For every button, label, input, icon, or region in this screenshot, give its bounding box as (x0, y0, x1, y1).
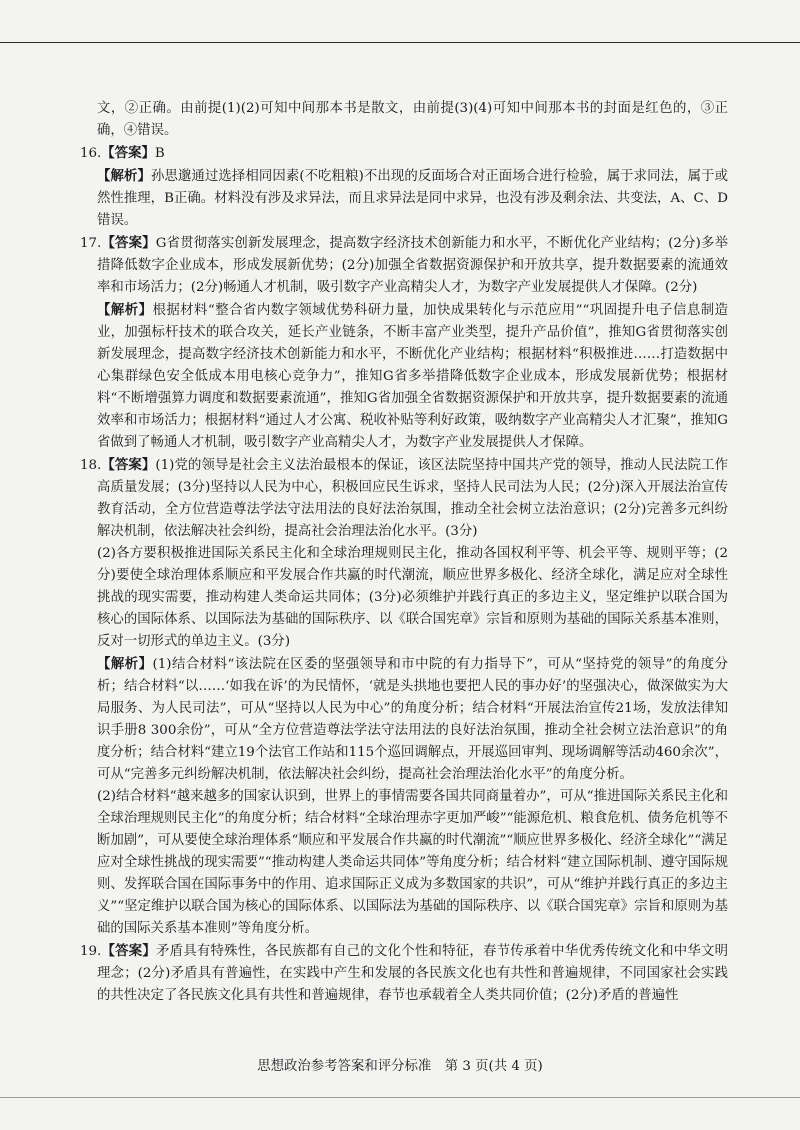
q16-analysis (80, 165, 728, 232)
q18-analysis-1-text: (1)结合材料“该法院在区委的坚强领导和市中院的有力指导下”，可从“坚持党的领导”的角度分析；结合材料“以……‘如我在诉’的为民情怀，‘就是头拱地也要把人民的事办好’的坚强决心，做深做实为大局服务、为人民司法”，可从“坚持以人民为中心”的角度分析；结合材料“开展法治宣传21场，发放法律知识手册8 300余份”，可从“全方位营造尊法学法守法用法的良好法治氛围，推动全社会树立法治意识”的角度分析；结合材料“建立19个法官工作站和115个巡回调解点，开展巡回审判、现场调解等活动460余次”，可从“完善多元纠纷解决机制，依法解决社会纠纷，提高社会治理法治化水平”的角度分析。 (97, 657, 728, 782)
q19-number: 19. (80, 944, 102, 959)
q16-answer (80, 142, 728, 165)
q17-analysis-text: 根据材料“整合省内数字领域优势科研力量，加快成果转化与示范应用”“巩固提升电子信息制造业，加强标杆技术的联合攻关，延长产业链条，不断丰富产业类型，提升产品价值”，推知G省贯彻落实创新发展理念，提高数字经济技术创新能力和水平，不断优化产业结构；根据材料“积极推进……打造数据中心集群绿色安全低成本用电核心竞争力”，推知G省多举措降低数字企业成本，形成发展新优势；根据材料“不断增强算力调度和数据要素流通”，推知G省加强全省数据资源保护和开放共享，提升数据要素的流通效率和市场活力；根据材料“通过人才公寓、税收补贴等利好政策，吸纳数字产业高精尖人才汇聚”，推知G省做到了畅通人才机制，吸引数字产业高精尖人才，为数字产业发展提供人才保障。 (97, 303, 728, 450)
q19-answer-text: 矛盾具有特殊性，各民族都有自己的文化个性和特征，春节传承着中华优秀传统文化和中华文明理念；(2分)矛盾具有普遍性，在实践中产生和发展的各民族文化也有共性和普遍规律，不同国家社会实践的共性决定了各民族文化具有共性和普遍规律，春节也承载着全人类共同价值；(2分)矛盾的普遍性 (97, 944, 729, 1003)
q18-answer-1 (80, 454, 728, 543)
analysis-tag: 【解析】 (97, 656, 153, 672)
q17-analysis (80, 299, 728, 454)
analysis-tag: 【解析】 (97, 302, 153, 318)
page-footer: 思想政治参考答案和评分标准 第 3 页(共 4 页) (257, 1059, 543, 1074)
answer-page (80, 98, 728, 1007)
q17-answer (80, 232, 728, 299)
q18-analysis-1 (80, 653, 728, 786)
q16-number: 16. (80, 146, 102, 161)
q18-answer-1-text: (1)党的领导是社会主义法治最根本的保证，该区法院坚持中国共产党的领导，推动人民法院工作高质量发展；(3分)坚持以人民为中心，积极回应民生诉求，坚持人民司法为人民；(2分)深入开展法治宣传教育活动，全方位营造尊法学法守法用法的良好法治氛围，推动全社会树立法治意识；(2分)完善多元纠纷解决机制，依法解决社会纠纷，提高社会治理法治化水平。(3分) (97, 458, 728, 539)
bottom-rule (0, 1097, 800, 1098)
q18-number: 18. (80, 458, 102, 473)
q18-answer-2: (2)各方要积极推进国际关系民主化和全球治理规则民主化，推动各国权利平等、机会平等、规则平等；(2分)要使全球治理体系顺应和平发展合作共赢的时代潮流，顺应世界多极化、经济全球化，满足应对全球性挑战的现实需要，推动构建人类命运共同体；(3分)必须维护并践行真正的多边主义，坚定维护以联合国为核心的国际体系、以国际法为基础的国际秩序、以《联合国宪章》宗旨和原则为基础的国际关系基本准则，反对一切形式的单边主义。(3分) (97, 546, 728, 649)
analysis-tag: 【解析】 (97, 168, 151, 184)
top-rule (0, 42, 800, 43)
q16-answer-text: B (154, 146, 165, 161)
answer-tag: 【答案】 (101, 457, 156, 473)
answer-tag: 【答案】 (101, 943, 157, 959)
q19-answer (80, 940, 728, 1007)
q15-continuation: 文，②正确。由前提(1)(2)可知中间那本书是散文，由前提(3)(4)可知中间那本书的封面是红色的，③正确，④错误。 (97, 101, 728, 138)
answer-tag: 【答案】 (101, 235, 156, 251)
answer-tag: 【答案】 (101, 145, 155, 161)
q17-number: 17. (80, 236, 102, 251)
q17-answer-text: G省贯彻落实创新发展理念，提高数字经济技术创新能力和水平，不断优化产业结构；(2分)多举措降低数字企业成本，形成发展新优势；(2分)加强全省数据资源保护和开放共享，提升数据要素的流通效率和市场活力；(2分)畅通人才机制，吸引数字产业高精尖人才，为数字产业发展提供人才保障。(2分) (97, 236, 728, 295)
q18-analysis-2: (2)结合材料“越来越多的国家认识到，世界上的事情需要各国共同商量着办”，可从“推进国际关系民主化和全球治理规则民主化”的角度分析；结合材料“全球治理赤字更加严峻”“能源危机、粮食危机、债务危机等不断加剧”，可从要使全球治理体系“顺应和平发展合作共赢的时代潮流”“顺应世界多极化、经济全球化”“满足应对全球性挑战的现实需要”“推动构建人类命运共同体”等角度分析；结合材料“建立国际机制、遵守国际规则、发挥联合国在国际事务中的作用、追求国际正义成为多数国家的共识”，可从“维护并践行真正的多边主义”“坚定维护以联合国为核心的国际体系、以国际法为基础的国际秩序、以《联合国宪章》宗旨和原则为基础的国际关系基本准则”等角度分析。 (97, 789, 728, 936)
q16-analysis-text: 孙思邈通过选择相同因素(不吃粗粮)不出现的反面场合对正面场合进行检验，属于求同法，属于或然性推理，B正确。材料没有涉及求异法，而且求异法是同中求异，也没有涉及剩余法、共变法，A、C、D错误。 (97, 169, 728, 228)
